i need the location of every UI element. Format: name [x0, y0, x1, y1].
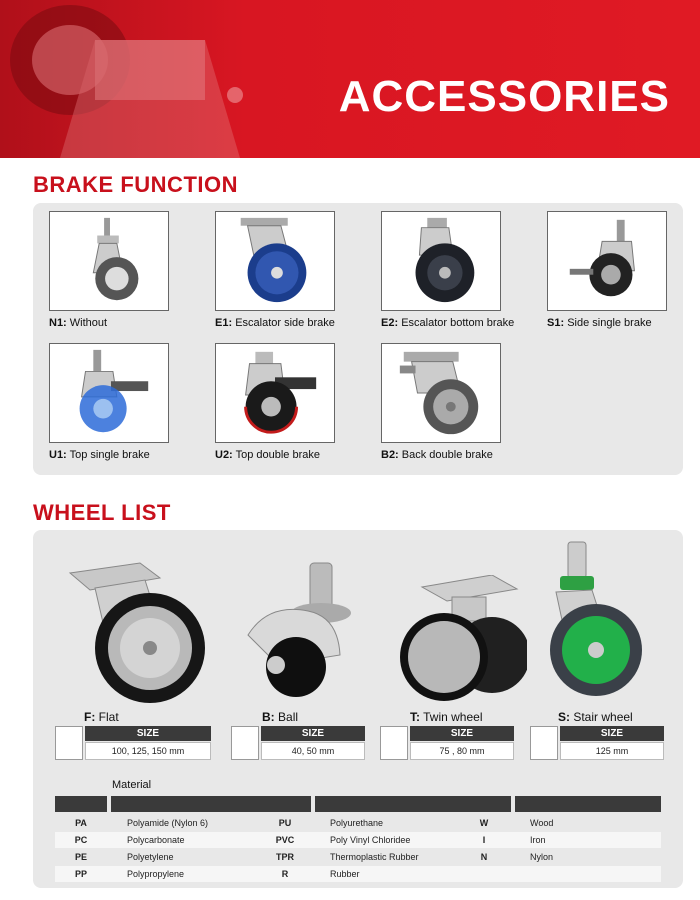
- brake-image: [547, 211, 667, 311]
- wheel-section-title: WHEEL LIST: [33, 500, 171, 525]
- brake-image: [381, 343, 501, 443]
- caster-side-single-brake-icon: [548, 212, 666, 310]
- size-header: SIZE: [261, 726, 365, 741]
- wheel-caption-twin: T: Twin wheel: [410, 710, 483, 724]
- brake-image: [215, 211, 335, 311]
- size-table-stair: [530, 726, 664, 760]
- brake-image: [215, 343, 335, 443]
- brake-item-e1: E1: Escalator side brake: [215, 211, 375, 329]
- caster-back-double-brake-icon: [382, 344, 500, 442]
- material-row: PE Polyetylene TPR Thermoplastic Rubber N Nylon: [74, 852, 554, 862]
- size-header: SIZE: [410, 726, 514, 741]
- brake-item-s1: S1: Side single brake: [547, 211, 700, 329]
- material-header-cell: [315, 796, 511, 812]
- material-header-cell: [55, 796, 107, 812]
- caster-photo-icon: [0, 0, 300, 158]
- brake-item-n1: N1: Without: [49, 211, 209, 329]
- material-row: PA Polyamide (Nylon 6) PU Polyurethane W Wood: [75, 818, 554, 828]
- size-value: 75 , 80 mm: [410, 742, 514, 760]
- caster-escalator-bottom-brake-icon: [382, 212, 500, 310]
- twin-wheel-image: [392, 575, 527, 703]
- material-header-cell: [111, 796, 311, 812]
- wheel-caption-stair: S: Stair wheel: [558, 710, 633, 724]
- caster-without-brake-icon: [50, 212, 168, 310]
- brake-item-e2: E2: Escalator bottom brake: [381, 211, 541, 329]
- brake-image: [381, 211, 501, 311]
- caster-top-double-brake-icon: [216, 344, 334, 442]
- caster-escalator-side-brake-icon: [216, 212, 334, 310]
- size-value: 125 mm: [560, 742, 664, 760]
- wheel-caption-flat: F: Flat: [84, 710, 119, 724]
- brake-item-u1: U1: Top single brake: [49, 343, 209, 461]
- material-row: PC Polycarbonate PVC Poly Vinyl Chloridee I Iron: [55, 832, 661, 848]
- brake-section-title: BRAKE FUNCTION: [33, 172, 238, 197]
- size-header: SIZE: [560, 726, 664, 741]
- stair-wheel-image: [548, 540, 643, 700]
- material-header-cell: [515, 796, 661, 812]
- brake-item-b2: B2: Back double brake: [381, 343, 541, 461]
- header-banner: [0, 0, 700, 158]
- flat-wheel-caster-icon: [55, 548, 205, 706]
- brake-panel: [33, 203, 683, 475]
- material-row: PP Polypropylene R Rubber: [55, 866, 661, 882]
- size-header: SIZE: [85, 726, 211, 741]
- caster-top-single-brake-icon: [50, 344, 168, 442]
- ball-wheel-caster-icon: [238, 555, 378, 700]
- ball-wheel-image: [238, 555, 378, 700]
- wheel-caption-ball: B: Ball: [262, 710, 299, 724]
- size-value: 100, 125, 150 mm: [85, 742, 211, 760]
- brake-item-u2: U2: Top double brake: [215, 343, 375, 461]
- size-value: 40, 50 mm: [261, 742, 365, 760]
- size-table-flat: [55, 726, 211, 760]
- flat-wheel-image: [55, 548, 205, 706]
- brake-image: [49, 211, 169, 311]
- brake-image: [49, 343, 169, 443]
- size-table-ball: [231, 726, 365, 760]
- material-label: Material: [112, 779, 152, 791]
- size-table-twin: [380, 726, 514, 760]
- page-title: ACCESSORIES: [338, 72, 670, 121]
- stair-wheel-caster-icon: [548, 540, 643, 700]
- twin-wheel-caster-icon: [392, 575, 527, 703]
